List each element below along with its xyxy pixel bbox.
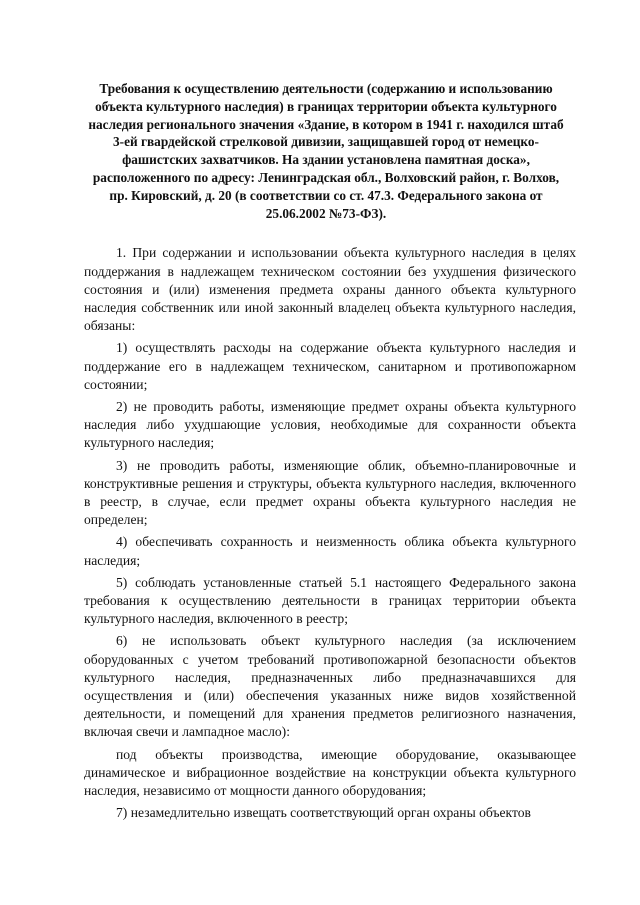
title-line: пр. Кировский, д. 20 (в соответствии со ст. 47.3. Федерального закона от bbox=[109, 187, 543, 203]
paragraph-1: 1. При содержании и использовании объекта культурного наследия в целях поддержания в надлежащем техническом состоянии без ухудшения физического состояния и (или) изменения предмета охраны данного объекта культурного наследия собственник или иной законный владелец объекта культурного наследия, обязаны: bbox=[84, 245, 576, 334]
paragraph-1-1: 1) осуществлять расходы на содержание объекта культурного наследия и поддержание его в надлежащем техническом, санитарном и противопожарном состоянии; bbox=[84, 340, 576, 392]
paragraph-1-6-sub: под объекты производства, имеющие оборудование, оказывающее динамическое и вибрационное воздействие на конструкции объекта культурного наследия, независимо от мощности данного оборудования; bbox=[84, 746, 576, 799]
title-line: объекта культурного наследия) в границах территории объекта культурного bbox=[95, 98, 557, 114]
document-title bbox=[84, 80, 576, 222]
title-line: фашистских захватчиков. На здании установлена памятная доска», bbox=[122, 152, 530, 168]
title-line: 3-ей гвардейской стрелковой дивизии, защищавшей город от немецко- bbox=[113, 134, 539, 150]
paragraph-1-4: 4) обеспечивать сохранность и неизменность облика объекта культурного наследия; bbox=[84, 534, 576, 568]
document-body bbox=[84, 244, 576, 822]
title-line: Требования к осуществлению деятельности (содержанию и использованию bbox=[99, 81, 553, 96]
paragraph-1-2: 2) не проводить работы, изменяющие предмет охраны объекта культурного наследия либо ухудшающие условия, необходимые для сохранности объекта культурного наследия; bbox=[84, 399, 576, 451]
title-line: наследия регионального значения «Здание, в котором в 1941 г. находился штаб bbox=[88, 116, 564, 132]
title-line: расположенного по адресу: Ленинградская обл., Волховский район, г. Волхов, bbox=[92, 169, 560, 185]
paragraph-1-5: 5) соблюдать установленные статьей 5.1 настоящего Федерального закона требования к осуществлению деятельности в границах территории объекта культурного наследия, включенного в реестр; bbox=[84, 574, 576, 627]
title-line: 25.06.2002 №73-ФЗ). bbox=[265, 205, 387, 221]
paragraph-1-7: 7) незамедлительно извещать соответствующий орган охраны объектов bbox=[116, 805, 531, 821]
paragraph-1-3: 3) не проводить работы, изменяющие облик, объемно-планировочные и конструктивные решения и структуры, объекта культурного наследия, включенного в реестр, в случае, если предмет охраны объекта культурного наследия не определен; bbox=[84, 457, 576, 528]
paragraph-1-6: 6) не использовать объект культурного наследия (за исключением оборудованных с учетом требований противопожарной безопасности объектов культурного наследия, предназначенных либо предназначавшихся для осуществления и (или) обеспечения указанных ниже видов хозяйственной деятельности, и помещений для хранения предметов религиозного назначения, включая свечи и лампадное масло): bbox=[84, 633, 576, 740]
